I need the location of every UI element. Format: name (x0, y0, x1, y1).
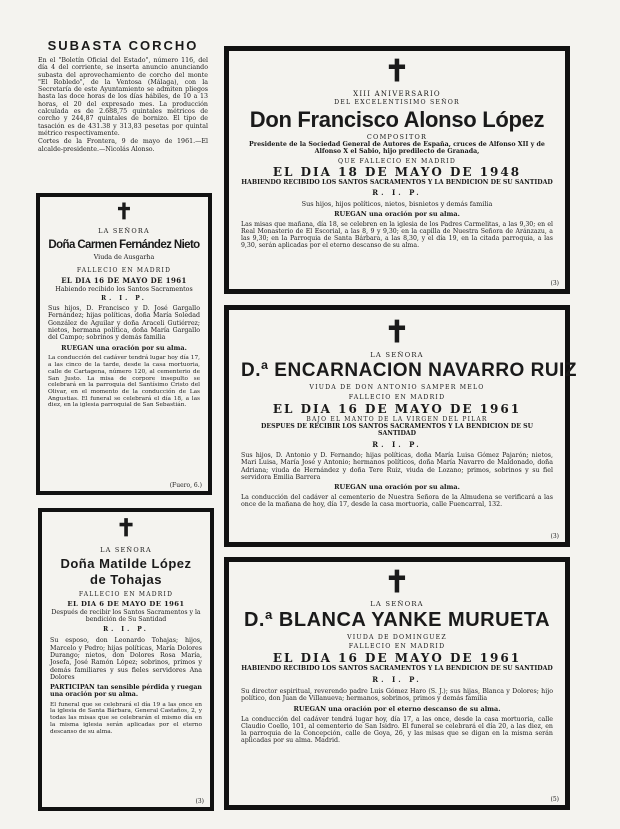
obituary-widow: Viuda de Ausgarha (93, 254, 155, 261)
obituary-sacraments: HABIENDO RECIBIDO LOS SANTOS SACRAMENTOS Y LA BENDICION DE SU SANTIDAD (241, 665, 553, 672)
obituary-died: FALLECIO EN MADRID (78, 591, 174, 598)
obituary-died: FALLECIO EN MADRID (348, 643, 446, 650)
obituary-died: FALLECIO EN MADRID (348, 394, 446, 401)
obituary-family: Sus hijos, D. Francisco y D. José Gargallo Fernández; hijas políticas, doña María Soledad González de Aguilar y doña Araceli Gutiérrez; nietos, hermana política, doña María Gargallo del Campo; sobrinos y demás familia (48, 305, 200, 342)
obituary-rip: R. I. P. (372, 187, 422, 197)
obituary-date: EL DIA 16 DE MAYO DE 1961 (61, 276, 187, 285)
cross-icon: ✝ (384, 315, 410, 350)
obituary-encarnacion-navarro (224, 305, 577, 547)
cross-icon: ✝ (384, 54, 410, 89)
obituary-rip: R. I. P. (101, 295, 147, 302)
obituary-role: COMPOSITOR (366, 133, 428, 141)
obituary-details: El funeral que se celebrará el día 19 a las once en la iglesia de Santa Bárbara, General Castaños, 2, y todas las misas que se celebrarán el mismo día en la misma iglesia serán aplicadas por el eterno descanso de su alma. (50, 701, 202, 735)
obituary-prefix: LA SEÑORA (370, 600, 424, 608)
obituary-ruegan: RUEGAN una oración por su alma. (334, 483, 460, 492)
obituary-details: La conducción del cadáver al cementerio de Nuestra Señora de la Almudena se verificará a las once de la mañana de hoy, día 17, desde la casa mortuoria, calle Fuencarral, 132. (241, 494, 553, 509)
cross-icon: ✝ (115, 513, 137, 542)
obituary-prefix: LA SEÑORA (100, 546, 152, 554)
obituary-name-line2: de Tohajas (90, 572, 162, 587)
obituary-participan: PARTICIPAN tan sensible pérdida y ruegan una oración por su alma. (50, 684, 202, 699)
obituary-details: La conducción del cadáver tendrá lugar hoy día 17, a las cinco de la tarde, desde la casa mortuoria, calle de Cartagena, número 120, al cementerio de San Justo. La misa de corpore insepulto se celebrará en la parroquia del Santísimo Cristo del Olivar, en el momento de la conducción de Las Angustias. El funeral se celebrará el día 18, a las diez, en la iglesia parroquial de San Sebastián. (48, 355, 200, 409)
auction-body: En el "Boletín Oficial del Estado", número 116, del día 4 del corriente, se inserta anuncio anunciando subasta del aprovechamiento de corcho del monte "El Robledo", de la Ventosa (Málaga), con la Secretaría de este Ayuntamiento se admiten pliegos hasta las doce horas de los días hábiles, de 10 a 13 horas, el 20 del expresado mes. La producción calculada es de 2.688,75 quintales métricos de corcho y 244,87 quintales de bornizo. El tipo de tasación es de 431.38 y 313,83 pesetas por quintal métrico respectivamente. (38, 57, 208, 137)
obituary-ref: (3) (550, 280, 559, 287)
obituary-ref: (5) (550, 796, 559, 803)
obituary-sacraments: DESPUES DE RECIBIR LOS SANTOS SACRAMENTOS Y LA BENDICION DE SU SANTIDAD (260, 423, 533, 437)
obituary-widow: VIUDA DE DON ANTONIO SAMPER MELO (309, 384, 485, 391)
obituary-ruegan: RUEGAN una oración por su alma. (334, 209, 460, 218)
obituary-date-sub: BAJO EL MANTO DE LA VIRGEN DEL PILAR (306, 416, 488, 423)
obituary-family: Su esposo, don Leonardo Tohajas; hijos, Marcelo y Pedro; hijas políticas, María Dolores Durango; nietos, don Dolores Rosa María, Josefa, José Ramón López; sobrinos, primos y demás familiares y sus fieles servidores Ana Dolores (50, 637, 202, 681)
obituary-details: La conducción del cadáver tendrá lugar hoy, día 17, a las once, desde la casa mortuoria, calle Claudio Coello, 101, al cementerio de San Isidro. El funeral se celebrará el día 20, a las diez, en la parroquia de la Concepción, calle de Goya, 26, y las misas que se digan en la misma serán aplicadas por su alma. Madrid. (241, 715, 553, 745)
obituary-name-line1: Doña Matilde López (60, 556, 192, 571)
obituary-prefix: LA SEÑORA (370, 351, 424, 359)
obituary-family: Su director espiritual, reverendo padre Luis Gómez Haro (S. J.); sus hijas, Blanca y Dolores; hijo político, don Juan de Villanueva; hermanos, sobrinos, primos y demás familia (241, 688, 553, 703)
obituary-francisco-alonso (224, 46, 570, 294)
obituary-matilde-lopez (38, 508, 214, 811)
obituary-rip: R. I. P. (103, 626, 149, 634)
obituary-ref: (3) (195, 798, 204, 805)
obituary-family: Sus hijos, D. Antonio y D. Fernando; hijas políticas, doña María Luisa Gómez Pajarón; nietos, Mari Luisa, María José y Antonio; hermanos políticos, doña María Navarro de Maldonado, doña Adriana; viuda de Hernández y doña Tere Ruiz, viuda de Lozano; primos, sobrinos y su fiel servidora Emilia Barrera (241, 452, 553, 481)
auction-footer: Cortes de la Frontera, 9 de mayo de 1961.—El alcalde-presidente.—Nicolás Alonso. (38, 138, 208, 153)
obituary-sacraments: Habiendo recibido los Santos Sacramentos (55, 286, 193, 293)
obituary-prefix: LA SEÑORA (98, 227, 150, 235)
obituary-date: EL DIA 6 DE MAYO DE 1961 (67, 600, 185, 608)
cross-icon: ✝ (384, 565, 410, 600)
obituary-ruegan: RUEGAN una oración por el eterno descanso de su alma. (293, 704, 501, 713)
obituary-date: EL DIA 16 DE MAYO DE 1961 (272, 402, 522, 416)
obituary-name: D.ª ENCARNACION NAVARRO RUIZ (241, 360, 577, 381)
obituary-died: FALLECIO EN MADRID (76, 267, 172, 274)
cross-icon: ✝ (114, 199, 134, 225)
obituary-prefix: DEL EXCELENTISIMO SEÑOR (334, 99, 460, 106)
obituary-name: Doña Carmen Fernández Nieto (48, 239, 200, 251)
obituary-sacraments: HABIENDO RECIBIDO LOS SANTOS SACRAMENTOS Y LA BENDICION DE SU SANTIDAD (241, 178, 553, 186)
obituary-anniversary: XIII ANIVERSARIO (353, 90, 441, 98)
auction-notice (38, 38, 208, 190)
obituary-rip: R. I. P. (372, 675, 422, 684)
obituary-died: QUE FALLECIO EN MADRID (337, 157, 457, 165)
obituary-sacraments: Después de recibir los Santos Sacramentos y la bendición de Su Santidad (51, 609, 201, 624)
obituary-family: Sus hijos, hijos políticos, nietos, bisnietos y demás familia (301, 199, 493, 208)
obituary-details: Las misas que mañana, día 18, se celebren en la iglesia de los Padres Carmelitas, a las 9,30; en el Real Monasterio de El Escorial, a las 8, 9 y 9,30; en la capilla de Nuestra Señora de Aránzazu, a las 9,30; en la Parroquia de Santa Bárbara, a las 8,30, y el día 19, en la citada parroquia, a las 9,30, serán aplicadas por el eterno descanso de su alma. (241, 220, 553, 249)
obituary-ref: (3) (550, 533, 559, 540)
obituary-rip: R. I. P. (372, 440, 422, 449)
obituary-honors: Presidente de la Sociedad General de Autores de España, cruces de Alfonso XII y de Alfonso X el Sabio, hijo predilecto de Granada, (249, 141, 545, 156)
obituary-date: EL DIA 18 DE MAYO DE 1948 (272, 164, 522, 179)
obituary-name: Don Francisco Alonso López (249, 107, 545, 132)
obituary-ref: (Fuero, 6.) (169, 482, 202, 489)
obituary-carmen-fernandez (36, 193, 212, 495)
obituary-ruegan: RUEGAN una oración por su alma. (61, 344, 187, 353)
auction-title: SUBASTA CORCHO (47, 38, 199, 53)
obituary-name: D.ª BLANCA YANKE MURUETA (243, 609, 551, 631)
obituary-date: EL DIA 16 DE MAYO DE 1961 (272, 651, 522, 665)
obituary-widow: VIUDA DE DOMINGUEZ (347, 634, 447, 641)
obituary-blanca-yanke (224, 557, 570, 810)
